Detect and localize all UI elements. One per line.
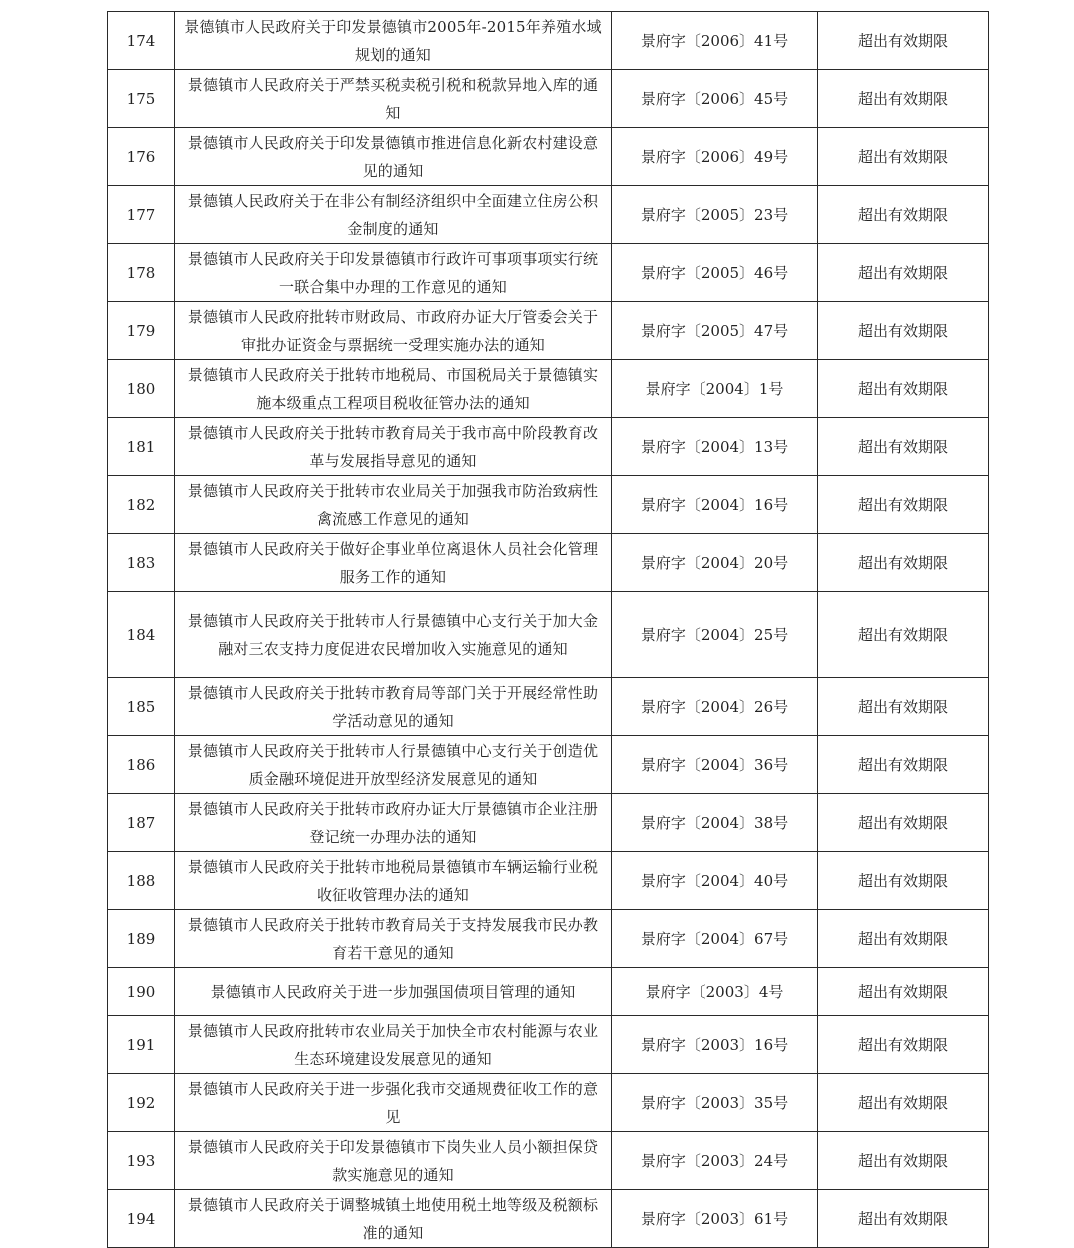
table-row	[108, 244, 989, 302]
document-title: 景德镇市人民政府关于印发景德镇市下岗失业人员小额担保贷款实施意见的通知	[175, 1132, 612, 1190]
document-table	[107, 11, 989, 1248]
table-row	[108, 418, 989, 476]
document-title: 景德镇市人民政府关于批转市地税局景德镇市车辆运输行业税收征收管理办法的通知	[175, 852, 612, 910]
document-title: 景德镇市人民政府关于印发景德镇市行政许可事项事项实行统一联合集中办理的工作意见的通知	[175, 244, 612, 302]
validity-status: 超出有效期限	[818, 70, 989, 128]
row-number: 182	[108, 476, 175, 534]
document-title: 景德镇市人民政府关于批转市政府办证大厅景德镇市企业注册登记统一办理办法的通知	[175, 794, 612, 852]
document-code: 景府字〔2004〕26号	[612, 678, 818, 736]
document-code: 景府字〔2004〕36号	[612, 736, 818, 794]
document-code: 景府字〔2004〕1号	[612, 360, 818, 418]
validity-status: 超出有效期限	[818, 852, 989, 910]
validity-status: 超出有效期限	[818, 476, 989, 534]
table-row	[108, 852, 989, 910]
table-row	[108, 1190, 989, 1248]
row-number: 192	[108, 1074, 175, 1132]
table-row	[108, 736, 989, 794]
table-row	[108, 534, 989, 592]
document-title: 景德镇市人民政府关于进一步加强国债项目管理的通知	[175, 968, 612, 1016]
row-number: 175	[108, 70, 175, 128]
document-code: 景府字〔2004〕25号	[612, 592, 818, 678]
validity-status: 超出有效期限	[818, 418, 989, 476]
document-title: 景德镇市人民政府关于调整城镇土地使用税土地等级及税额标准的通知	[175, 1190, 612, 1248]
document-code: 景府字〔2005〕23号	[612, 186, 818, 244]
document-title: 景德镇人民政府关于在非公有制经济组织中全面建立住房公积金制度的通知	[175, 186, 612, 244]
row-number: 184	[108, 592, 175, 678]
row-number: 180	[108, 360, 175, 418]
validity-status: 超出有效期限	[818, 534, 989, 592]
table-body	[108, 12, 989, 1248]
row-number: 179	[108, 302, 175, 360]
validity-status: 超出有效期限	[818, 1016, 989, 1074]
validity-status: 超出有效期限	[818, 186, 989, 244]
document-code: 景府字〔2004〕20号	[612, 534, 818, 592]
row-number: 183	[108, 534, 175, 592]
table-row	[108, 70, 989, 128]
document-title: 景德镇市人民政府批转市农业局关于加快全市农村能源与农业生态环境建设发展意见的通知	[175, 1016, 612, 1074]
document-title: 景德镇市人民政府关于批转市人行景德镇中心支行关于创造优质金融环境促进开放型经济发展意见的通知	[175, 736, 612, 794]
document-code: 景府字〔2004〕38号	[612, 794, 818, 852]
row-number: 188	[108, 852, 175, 910]
document-title: 景德镇市人民政府关于批转市教育局关于支持发展我市民办教育若干意见的通知	[175, 910, 612, 968]
document-code: 景府字〔2004〕13号	[612, 418, 818, 476]
row-number: 185	[108, 678, 175, 736]
validity-status: 超出有效期限	[818, 244, 989, 302]
document-code: 景府字〔2003〕61号	[612, 1190, 818, 1248]
document-code: 景府字〔2006〕41号	[612, 12, 818, 70]
table-row	[108, 678, 989, 736]
table-row	[108, 592, 989, 678]
document-title: 景德镇市人民政府关于批转市地税局、市国税局关于景德镇实施本级重点工程项目税收征管办法的通知	[175, 360, 612, 418]
document-code: 景府字〔2004〕67号	[612, 910, 818, 968]
table-row	[108, 1132, 989, 1190]
document-code: 景府字〔2003〕4号	[612, 968, 818, 1016]
validity-status: 超出有效期限	[818, 360, 989, 418]
row-number: 178	[108, 244, 175, 302]
row-number: 194	[108, 1190, 175, 1248]
table-row	[108, 302, 989, 360]
row-number: 174	[108, 12, 175, 70]
document-title: 景德镇市人民政府关于批转市教育局关于我市高中阶段教育改革与发展指导意见的通知	[175, 418, 612, 476]
table-row	[108, 1016, 989, 1074]
document-code: 景府字〔2006〕45号	[612, 70, 818, 128]
document-title: 景德镇市人民政府关于批转市人行景德镇中心支行关于加大金融对三农支持力度促进农民增加收入实施意见的通知	[175, 592, 612, 678]
document-title: 景德镇市人民政府关于批转市农业局关于加强我市防治致病性禽流感工作意见的通知	[175, 476, 612, 534]
document-code: 景府字〔2003〕24号	[612, 1132, 818, 1190]
row-number: 176	[108, 128, 175, 186]
row-number: 186	[108, 736, 175, 794]
row-number: 177	[108, 186, 175, 244]
validity-status: 超出有效期限	[818, 678, 989, 736]
validity-status: 超出有效期限	[818, 736, 989, 794]
validity-status: 超出有效期限	[818, 910, 989, 968]
table-row	[108, 12, 989, 70]
table-row	[108, 128, 989, 186]
document-title: 景德镇市人民政府关于进一步强化我市交通规费征收工作的意见	[175, 1074, 612, 1132]
validity-status: 超出有效期限	[818, 1132, 989, 1190]
table-row	[108, 910, 989, 968]
document-code: 景府字〔2006〕49号	[612, 128, 818, 186]
document-title: 景德镇市人民政府批转市财政局、市政府办证大厅管委会关于审批办证资金与票据统一受理实施办法的通知	[175, 302, 612, 360]
document-title: 景德镇市人民政府关于严禁买税卖税引税和税款异地入库的通知	[175, 70, 612, 128]
document-code: 景府字〔2003〕35号	[612, 1074, 818, 1132]
validity-status: 超出有效期限	[818, 592, 989, 678]
document-title: 景德镇市人民政府关于做好企事业单位离退休人员社会化管理服务工作的通知	[175, 534, 612, 592]
row-number: 193	[108, 1132, 175, 1190]
table-row	[108, 794, 989, 852]
validity-status: 超出有效期限	[818, 12, 989, 70]
document-title: 景德镇市人民政府关于印发景德镇市推进信息化新农村建设意见的通知	[175, 128, 612, 186]
document-title: 景德镇市人民政府关于印发景德镇市2005年-2015年养殖水域规划的通知	[175, 12, 612, 70]
row-number: 181	[108, 418, 175, 476]
document-code: 景府字〔2005〕46号	[612, 244, 818, 302]
validity-status: 超出有效期限	[818, 794, 989, 852]
row-number: 190	[108, 968, 175, 1016]
validity-status: 超出有效期限	[818, 968, 989, 1016]
table-row	[108, 476, 989, 534]
validity-status: 超出有效期限	[818, 1074, 989, 1132]
validity-status: 超出有效期限	[818, 302, 989, 360]
table-row	[108, 1074, 989, 1132]
row-number: 191	[108, 1016, 175, 1074]
table-row	[108, 360, 989, 418]
table-row	[108, 968, 989, 1016]
row-number: 187	[108, 794, 175, 852]
validity-status: 超出有效期限	[818, 128, 989, 186]
document-title: 景德镇市人民政府关于批转市教育局等部门关于开展经常性助学活动意见的通知	[175, 678, 612, 736]
document-code: 景府字〔2004〕16号	[612, 476, 818, 534]
validity-status: 超出有效期限	[818, 1190, 989, 1248]
table-row	[108, 186, 989, 244]
document-code: 景府字〔2003〕16号	[612, 1016, 818, 1074]
document-code: 景府字〔2004〕40号	[612, 852, 818, 910]
row-number: 189	[108, 910, 175, 968]
document-code: 景府字〔2005〕47号	[612, 302, 818, 360]
